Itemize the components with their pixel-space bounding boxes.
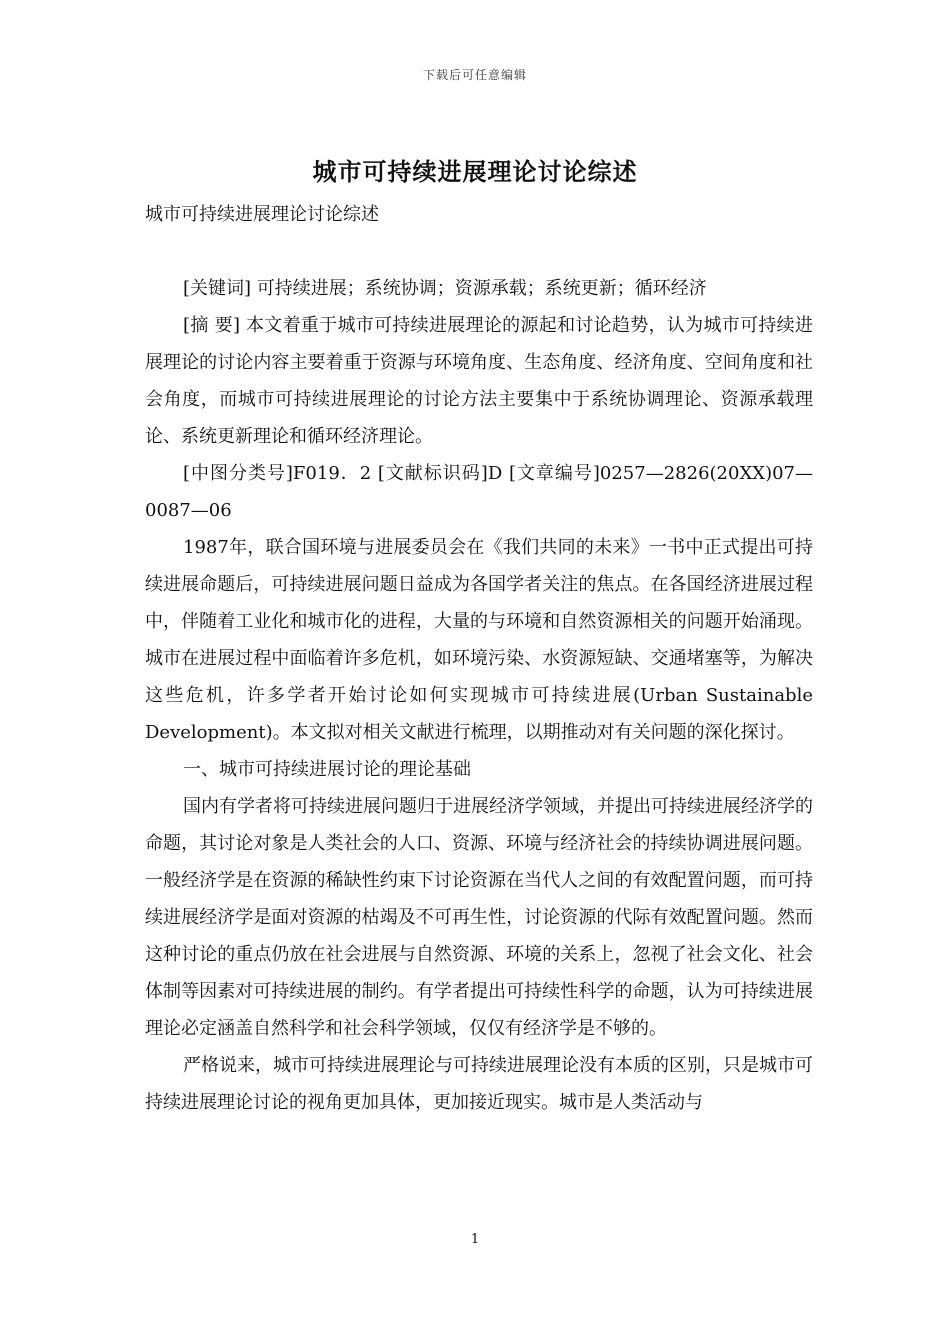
paragraph: 严格说来，城市可持续进展理论与可持续进展理论没有本质的区别，只是城市可持续进展理论讨论的视角更加具体，更加接近现实。城市是人类活动与 (145, 1055, 813, 1113)
keywords: [关键词] 可持续进展；系统协调；资源承载；系统更新；循环经济 (183, 278, 707, 299)
document-subtitle: 城市可持续进展理论讨论综述 (145, 204, 379, 225)
blank-line (145, 233, 813, 270)
document-title: 城市可持续进展理论讨论综述 (312, 157, 638, 186)
paragraph: 国内有学者将可持续进展问题归于进展经济学领域，并提出可持续进展经济学的命题，其讨论对象是人类社会的人口、资源、环境与经济社会的持续协调进展问题。一般经济学是在资源的稀缺性约束下讨论资源在当代人之间的有效配置问题，而可持续进展经济学是面对资源的枯竭及不可再生性，讨论资源的代际有效配置问题。然而这种讨论的重点仍放在社会进展与自然资源、环境的关系上，忽视了社会文化、社会体制等因素对可持续进展的制约。有学者提出可持续性科学的命题，认为可持续进展理论必定涵盖自然科学和社会科学领域，仅仅有经济学是不够的。 (145, 796, 813, 1039)
classification-info: [中图分类号]F019．2 [文献标识码]D [文章编号]0257—2826(20XX)07—0087—06 (145, 463, 813, 521)
abstract: [摘 要] 本文着重于城市可持续进展理论的源起和讨论趋势，认为城市可持续进展理论的讨论内容主要着重于资源与环境角度、生态角度、经济角度、空间角度和社会角度，而城市可持续进展理论的讨论方法主要集中于系统协调理论、资源承载理论、系统更新理论和循环经济理论。 (145, 315, 813, 447)
page-number: 1 (470, 1232, 480, 1247)
section-heading: 一、城市可持续进展讨论的理论基础 (183, 759, 471, 780)
document-body (145, 196, 813, 1121)
paragraph: 1987年，联合国环境与进展委员会在《我们共同的未来》一书中正式提出可持续进展命题后，可持续进展问题日益成为各国学者关注的焦点。在各国经济进展过程中，伴随着工业化和城市化的进程，大量的与环境和自然资源相关的问题开始涌现。城市在进展过程中面临着许多危机，如环境污染、水资源短缺、交通堵塞等，为解决这些危机，许多学者开始讨论如何实现城市可持续进展(Urban Sustainable Development)。本文拟对相关文献进行梳理，以期推动对有关问题的深化探讨。 (145, 537, 813, 743)
header-note: 下载后可任意编辑 (422, 68, 527, 82)
